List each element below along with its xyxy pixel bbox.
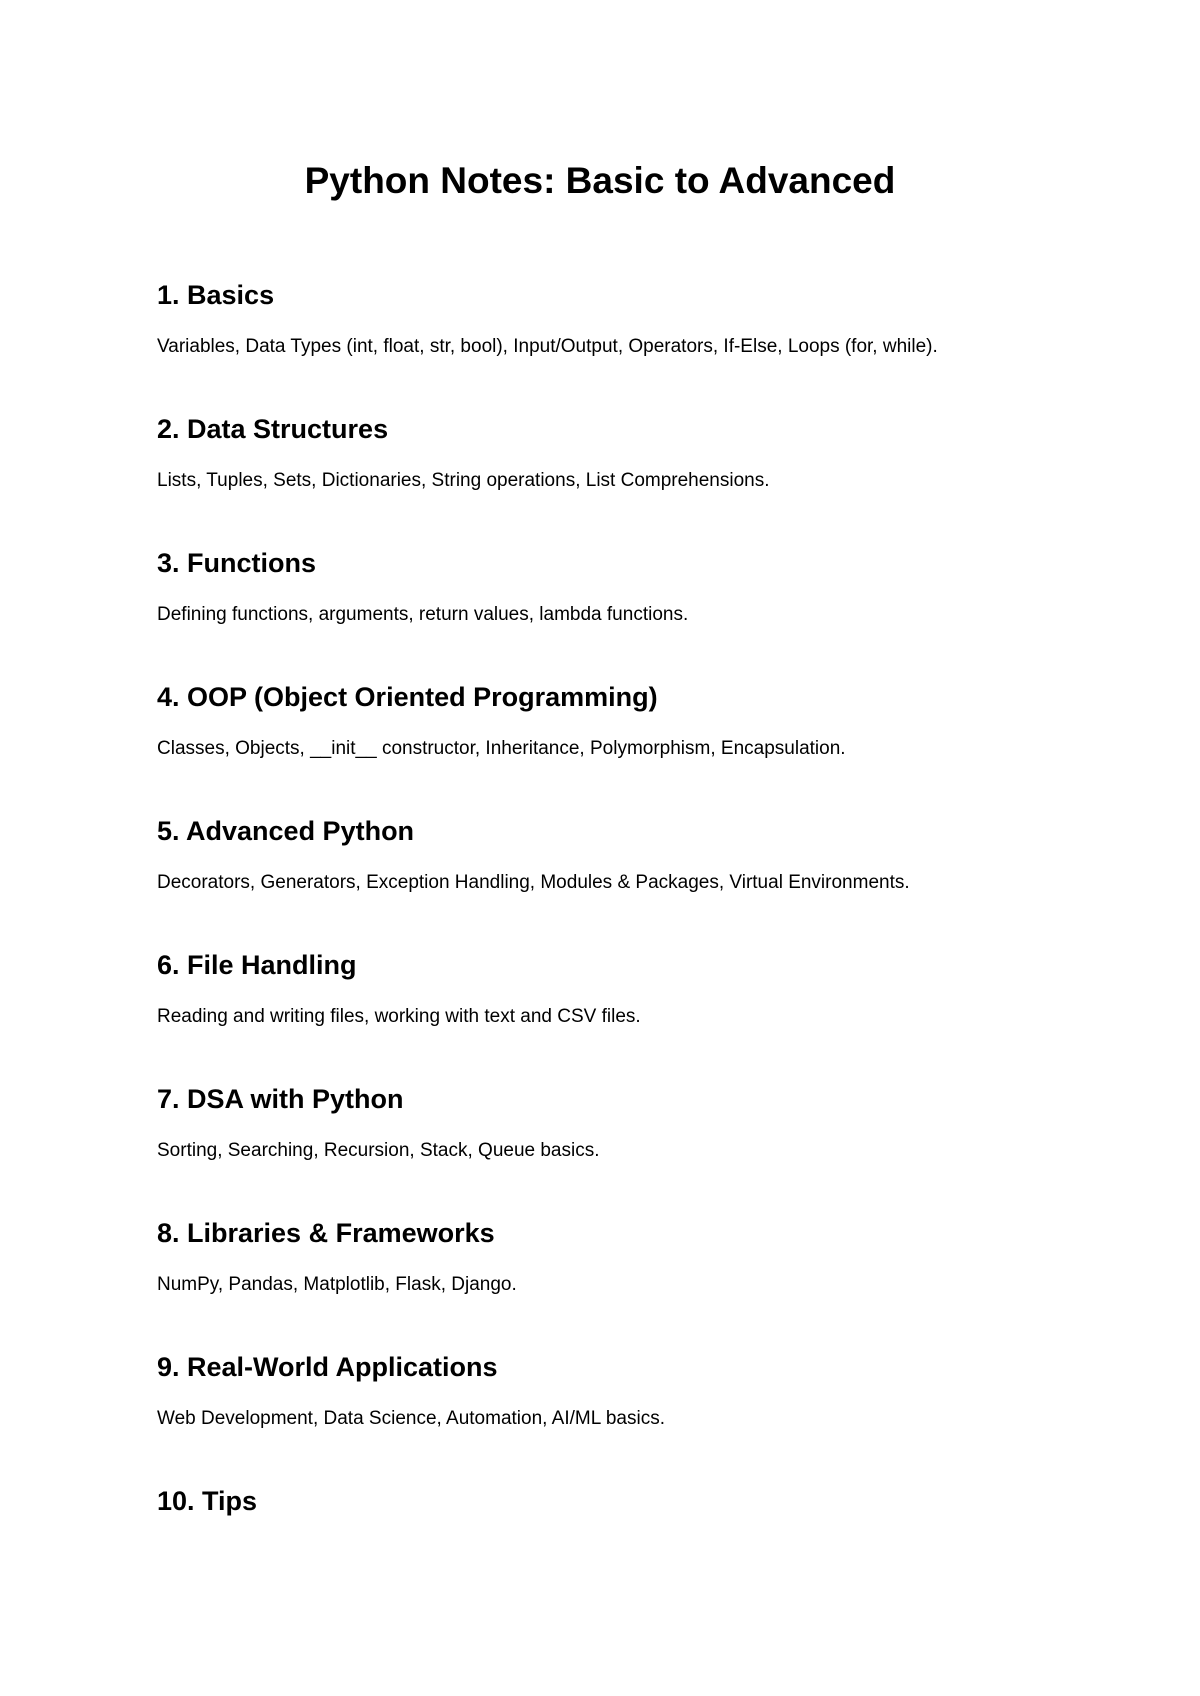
section-body: Decorators, Generators, Exception Handling, Modules & Packages, Virtual Environments.: [157, 872, 910, 893]
section-body: Defining functions, arguments, return values, lambda functions.: [157, 604, 689, 625]
sections-list: [157, 275, 1117, 1615]
section-body: Classes, Objects, __init__ constructor, Inheritance, Polymorphism, Encapsulation.: [157, 738, 846, 759]
section-heading: 8. Libraries & Frameworks: [157, 1218, 495, 1248]
section-dsa: [157, 1079, 1117, 1213]
section-libraries: [157, 1213, 1117, 1347]
section-body: Lists, Tuples, Sets, Dictionaries, String operations, List Comprehensions.: [157, 470, 770, 491]
section-basics: [157, 275, 1117, 409]
section-body: Variables, Data Types (int, float, str, bool), Input/Output, Operators, If-Else, Loops (for, while).: [157, 336, 938, 357]
section-heading: 7. DSA with Python: [157, 1084, 404, 1114]
section-heading: 9. Real-World Applications: [157, 1352, 498, 1382]
section-data-structures: [157, 409, 1117, 543]
section-heading: 2. Data Structures: [157, 414, 389, 444]
section-oop: [157, 677, 1117, 811]
section-heading: 6. File Handling: [157, 950, 357, 980]
section-heading: 4. OOP (Object Oriented Programming): [157, 682, 658, 712]
section-heading: 5. Advanced Python: [157, 816, 415, 846]
section-heading: 3. Functions: [157, 548, 317, 578]
section-heading: 1. Basics: [157, 280, 275, 310]
section-body: NumPy, Pandas, Matplotlib, Flask, Django.: [157, 1274, 517, 1295]
page-title: Python Notes: Basic to Advanced: [304, 160, 896, 201]
section-tips: [157, 1481, 1117, 1615]
section-body: Sorting, Searching, Recursion, Stack, Queue basics.: [157, 1140, 600, 1161]
section-file-handling: [157, 945, 1117, 1079]
section-heading: 10. Tips: [157, 1486, 258, 1516]
section-real-world: [157, 1347, 1117, 1481]
section-functions: [157, 543, 1117, 677]
section-body: Reading and writing files, working with text and CSV files.: [157, 1006, 641, 1027]
section-advanced-python: [157, 811, 1117, 945]
section-body: Web Development, Data Science, Automation, AI/ML basics.: [157, 1408, 665, 1429]
